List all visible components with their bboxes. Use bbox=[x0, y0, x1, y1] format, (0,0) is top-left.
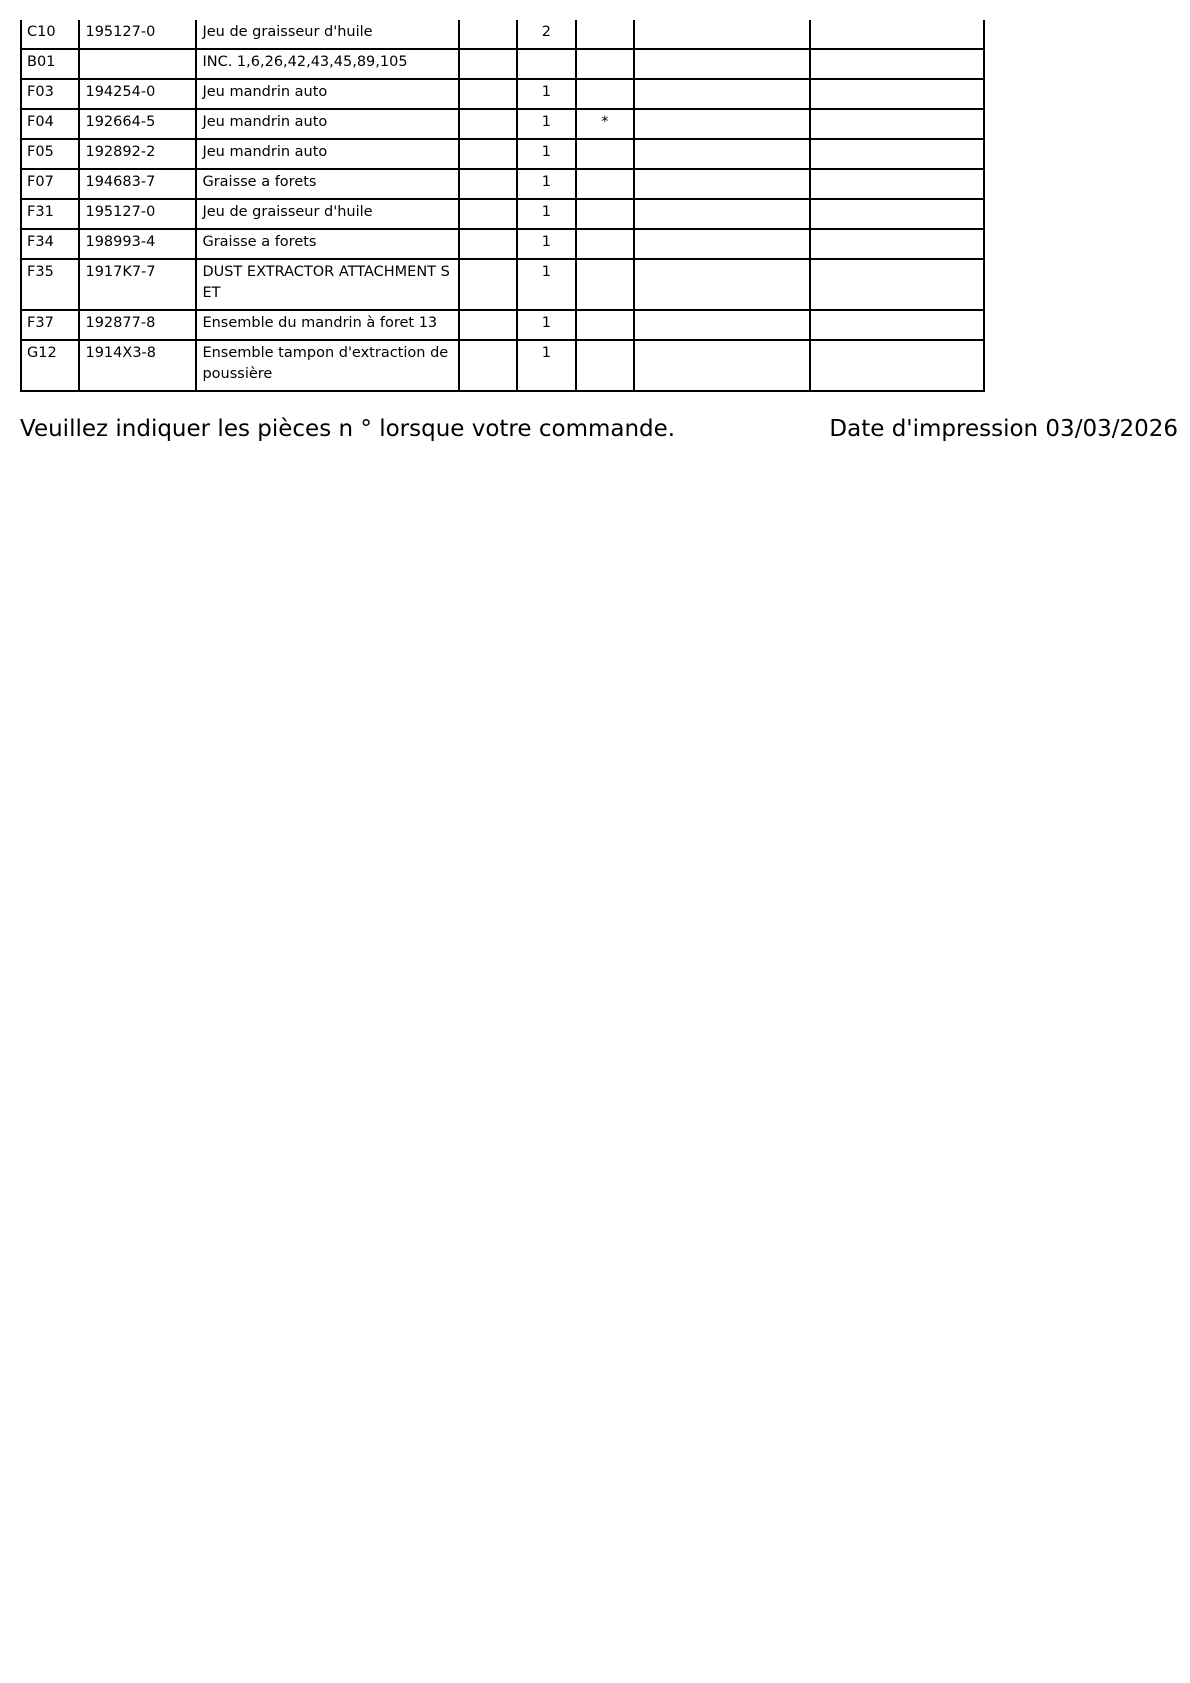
note-cell: * bbox=[576, 109, 634, 139]
note-cell bbox=[576, 229, 634, 259]
table-row bbox=[21, 199, 984, 229]
part-reference-cell: 198993-4 bbox=[79, 229, 196, 259]
part-reference-cell bbox=[79, 49, 196, 79]
quantity-cell: 1 bbox=[517, 169, 575, 199]
empty-cell bbox=[810, 229, 984, 259]
quantity-cell: 2 bbox=[517, 20, 575, 49]
empty-cell bbox=[634, 79, 809, 109]
empty-cell bbox=[459, 109, 517, 139]
empty-cell bbox=[459, 199, 517, 229]
part-reference-cell: 195127-0 bbox=[79, 20, 196, 49]
description-cell: INC. 1,6,26,42,43,45,89,105 bbox=[196, 49, 458, 79]
table-row bbox=[21, 49, 984, 79]
item-number-cell: C10 bbox=[21, 20, 79, 49]
empty-cell bbox=[810, 169, 984, 199]
quantity-cell: 1 bbox=[517, 199, 575, 229]
part-reference-cell: 192664-5 bbox=[79, 109, 196, 139]
empty-cell bbox=[634, 199, 809, 229]
note-cell bbox=[576, 310, 634, 340]
quantity-cell: 1 bbox=[517, 79, 575, 109]
empty-cell bbox=[634, 20, 809, 49]
empty-cell bbox=[810, 139, 984, 169]
description-cell: DUST EXTRACTOR ATTACHMENT SET bbox=[196, 259, 458, 310]
quantity-cell: 1 bbox=[517, 340, 575, 391]
note-cell bbox=[576, 79, 634, 109]
note-cell bbox=[576, 169, 634, 199]
empty-cell bbox=[634, 109, 809, 139]
description-cell: Graisse a forets bbox=[196, 229, 458, 259]
table-row bbox=[21, 139, 984, 169]
item-number-cell: F31 bbox=[21, 199, 79, 229]
table-row bbox=[21, 340, 984, 391]
empty-cell bbox=[459, 259, 517, 310]
part-reference-cell: 192892-2 bbox=[79, 139, 196, 169]
empty-cell bbox=[810, 20, 984, 49]
empty-cell bbox=[459, 20, 517, 49]
quantity-cell: 1 bbox=[517, 229, 575, 259]
item-number-cell: F37 bbox=[21, 310, 79, 340]
empty-cell bbox=[459, 310, 517, 340]
quantity-cell: 1 bbox=[517, 139, 575, 169]
empty-cell bbox=[810, 199, 984, 229]
note-cell bbox=[576, 49, 634, 79]
table-row bbox=[21, 259, 984, 310]
description-cell: Ensemble tampon d'extraction de poussière bbox=[196, 340, 458, 391]
empty-cell bbox=[634, 310, 809, 340]
quantity-cell: 1 bbox=[517, 310, 575, 340]
empty-cell bbox=[634, 139, 809, 169]
empty-cell bbox=[810, 109, 984, 139]
empty-cell bbox=[810, 259, 984, 310]
table-row bbox=[21, 109, 984, 139]
empty-cell bbox=[634, 169, 809, 199]
parts-table bbox=[20, 20, 985, 392]
empty-cell bbox=[459, 229, 517, 259]
part-reference-cell: 195127-0 bbox=[79, 199, 196, 229]
empty-cell bbox=[459, 79, 517, 109]
item-number-cell: F04 bbox=[21, 109, 79, 139]
order-instruction-text: Veuillez indiquer les pièces n ° lorsque votre commande. bbox=[20, 416, 676, 442]
empty-cell bbox=[810, 79, 984, 109]
part-reference-cell: 1914X3-8 bbox=[79, 340, 196, 391]
page-footer bbox=[20, 412, 1180, 446]
table-row bbox=[21, 20, 984, 49]
item-number-cell: G12 bbox=[21, 340, 79, 391]
empty-cell bbox=[459, 340, 517, 391]
parts-table-body bbox=[21, 20, 984, 391]
empty-cell bbox=[634, 340, 809, 391]
item-number-cell: F07 bbox=[21, 169, 79, 199]
description-cell: Jeu mandrin auto bbox=[196, 109, 458, 139]
empty-cell bbox=[810, 310, 984, 340]
item-number-cell: F03 bbox=[21, 79, 79, 109]
note-cell bbox=[576, 199, 634, 229]
empty-cell bbox=[459, 49, 517, 79]
description-cell: Ensemble du mandrin à foret 13 bbox=[196, 310, 458, 340]
quantity-cell: 1 bbox=[517, 259, 575, 310]
item-number-cell: F35 bbox=[21, 259, 79, 310]
table-row bbox=[21, 310, 984, 340]
part-reference-cell: 192877-8 bbox=[79, 310, 196, 340]
part-reference-cell: 194683-7 bbox=[79, 169, 196, 199]
empty-cell bbox=[810, 340, 984, 391]
item-number-cell: B01 bbox=[21, 49, 79, 79]
description-cell: Jeu de graisseur d'huile bbox=[196, 20, 458, 49]
quantity-cell bbox=[517, 49, 575, 79]
item-number-cell: F34 bbox=[21, 229, 79, 259]
quantity-cell: 1 bbox=[517, 109, 575, 139]
table-row bbox=[21, 169, 984, 199]
description-cell: Jeu de graisseur d'huile bbox=[196, 199, 458, 229]
empty-cell bbox=[634, 229, 809, 259]
table-row bbox=[21, 229, 984, 259]
note-cell bbox=[576, 139, 634, 169]
part-reference-cell: 1917K7-7 bbox=[79, 259, 196, 310]
item-number-cell: F05 bbox=[21, 139, 79, 169]
description-cell: Jeu mandrin auto bbox=[196, 139, 458, 169]
note-cell bbox=[576, 20, 634, 49]
empty-cell bbox=[459, 169, 517, 199]
note-cell bbox=[576, 259, 634, 310]
table-row bbox=[21, 79, 984, 109]
empty-cell bbox=[459, 139, 517, 169]
description-cell: Jeu mandrin auto bbox=[196, 79, 458, 109]
part-reference-cell: 194254-0 bbox=[79, 79, 196, 109]
print-date: Date d'impression 03/03/2026 bbox=[829, 416, 1178, 442]
empty-cell bbox=[634, 49, 809, 79]
empty-cell bbox=[810, 49, 984, 79]
empty-cell bbox=[634, 259, 809, 310]
description-cell: Graisse a forets bbox=[196, 169, 458, 199]
note-cell bbox=[576, 340, 634, 391]
